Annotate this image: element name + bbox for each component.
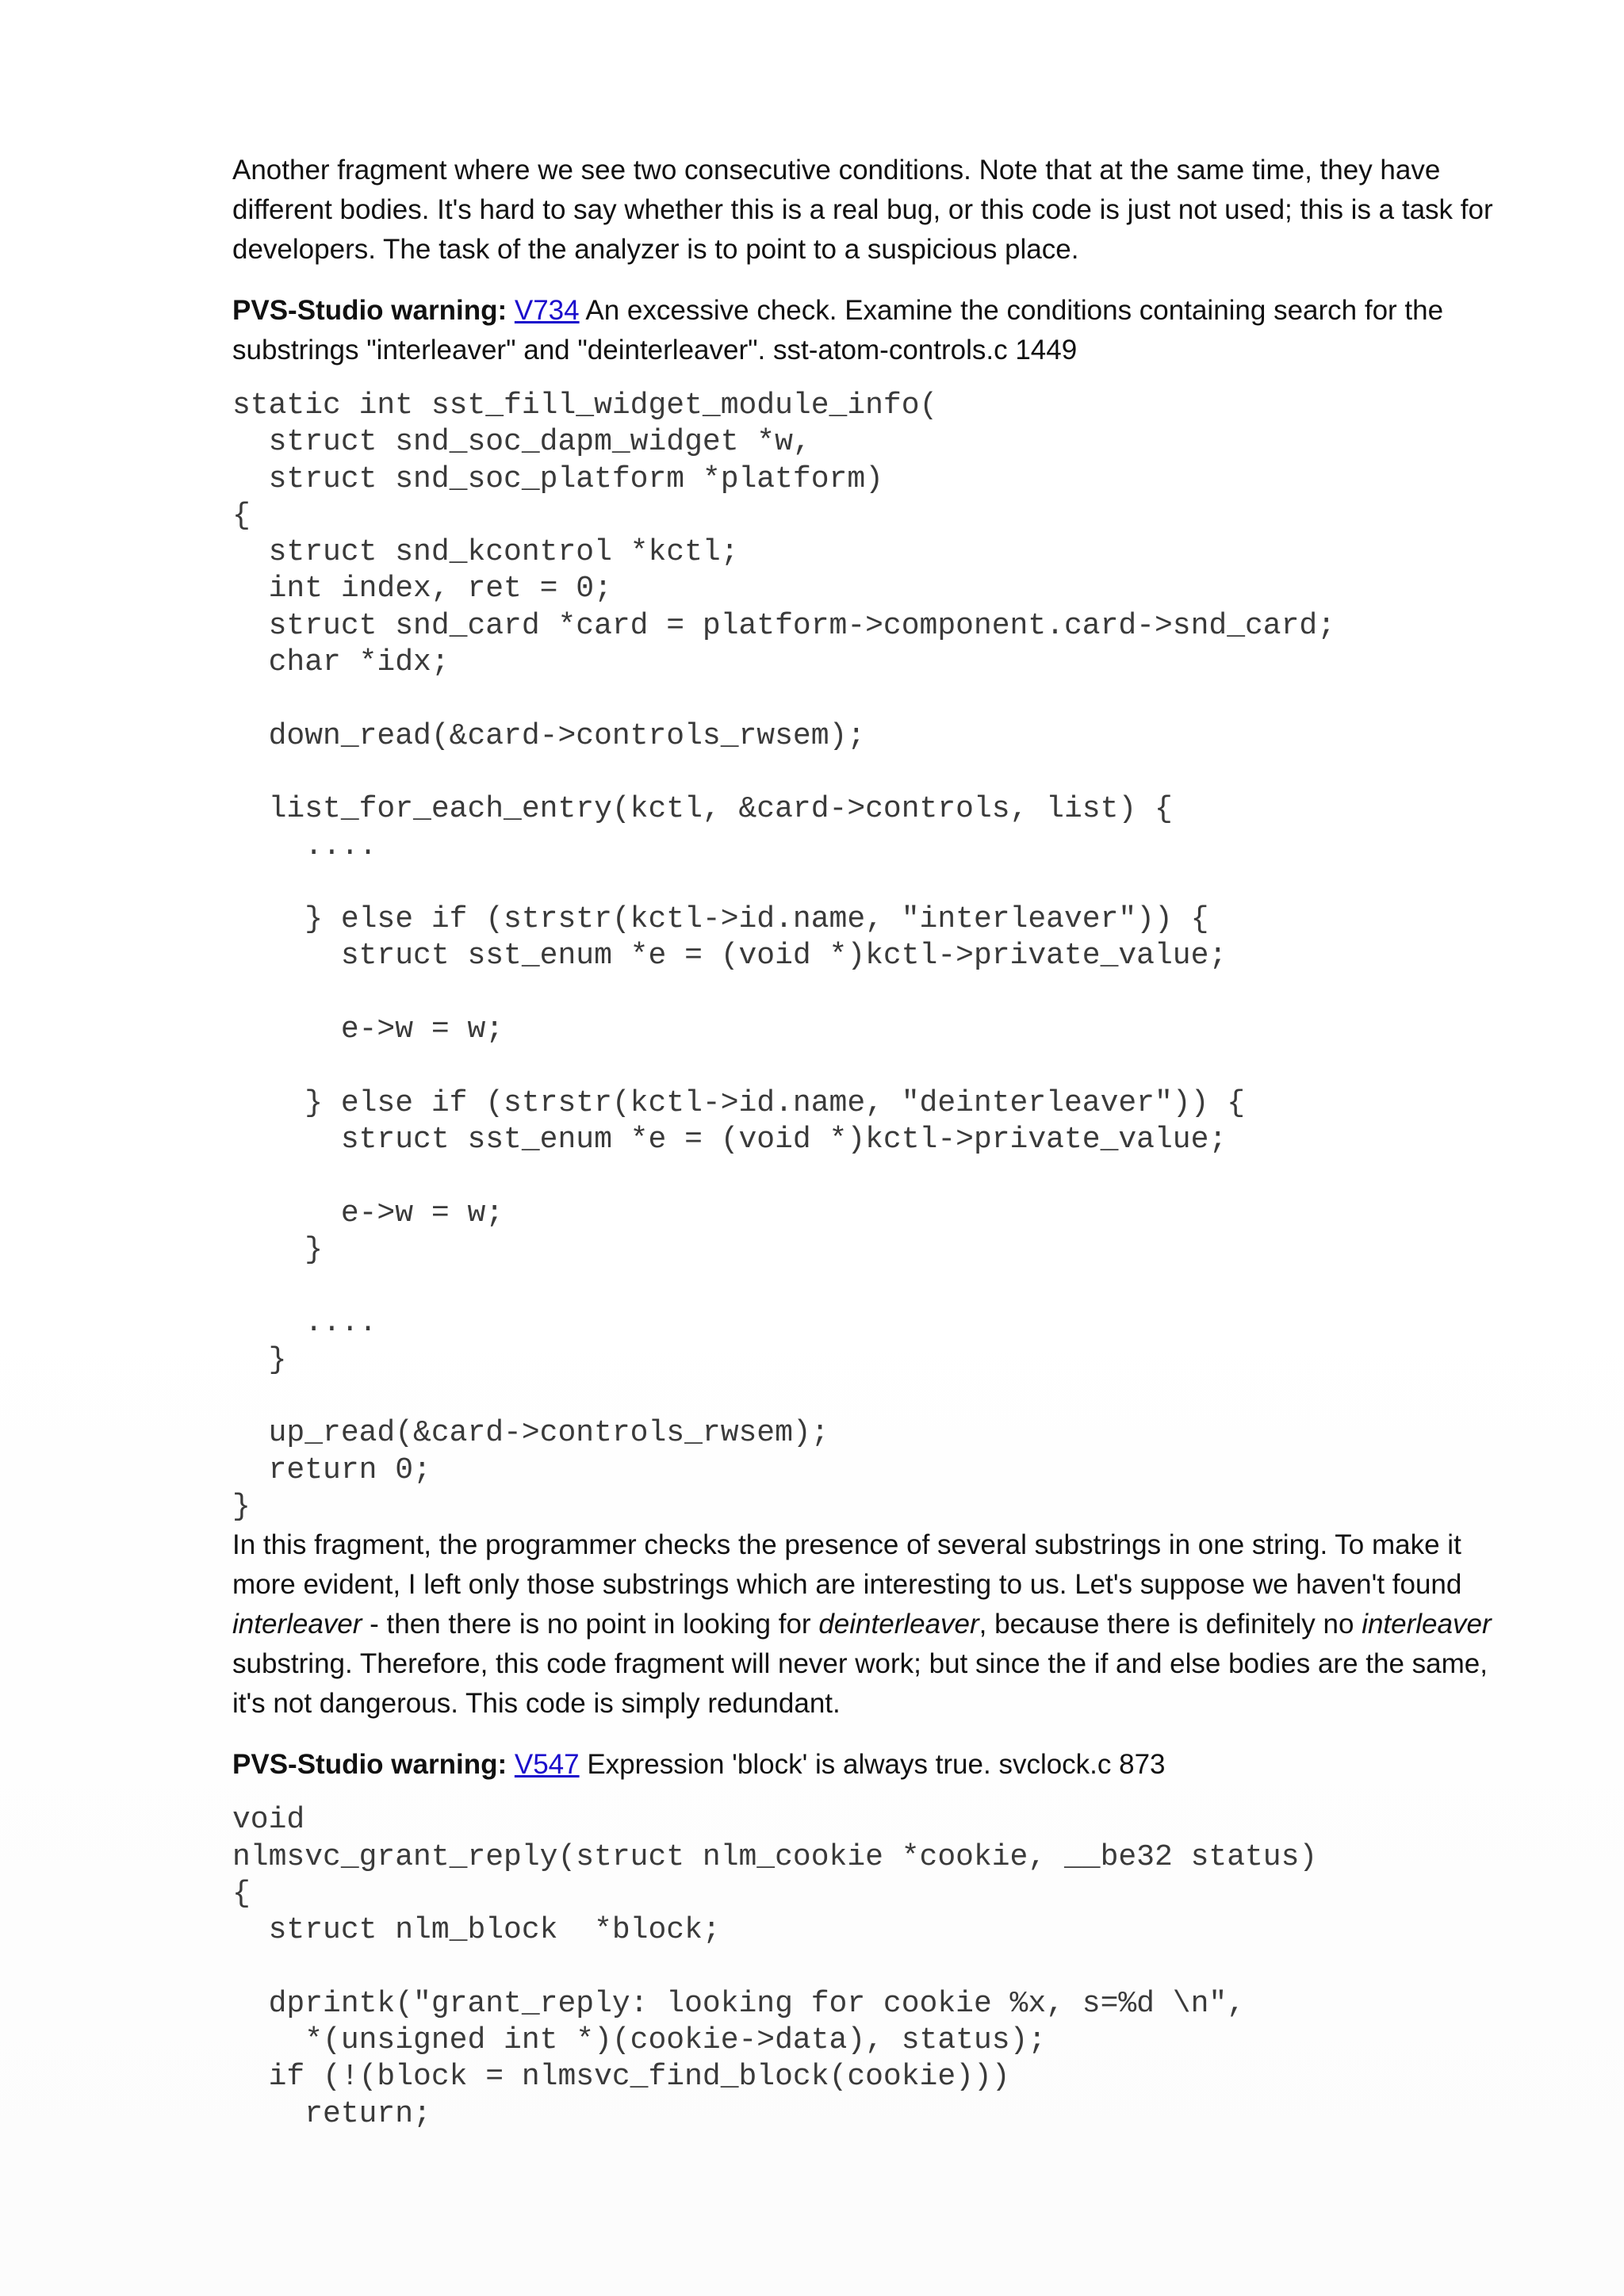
v547-link[interactable]: V547 (514, 1749, 580, 1781)
code-line: struct snd_card *card = platform->component.card->snd_card; (232, 608, 1336, 643)
explanation-term-interleaver-2: interleaver (1362, 1609, 1492, 1640)
warning-label: PVS-Studio warning: (232, 1749, 508, 1781)
code-line: dprintk("grant_reply: looking for cookie %x, s=%d \n", (232, 1986, 1246, 2021)
code-line: struct sst_enum *e = (void *)kctl->private_value; (232, 1122, 1228, 1157)
code-line: } (232, 1342, 287, 1377)
explanation-paragraph (232, 1525, 1501, 1724)
warning-v547 (232, 1745, 1501, 1785)
code-block-sst (232, 388, 1501, 1525)
code-line: .... (232, 828, 377, 863)
document-content (232, 151, 1501, 2133)
code-line: e->w = w; (232, 1196, 504, 1230)
code-line (232, 1048, 1501, 1085)
explanation-text-2: - then there is no point in looking for (362, 1609, 819, 1640)
code-line: *(unsigned int *)(cookie->data), status); (232, 2022, 1047, 2057)
code-line: int index, ret = 0; (232, 572, 612, 607)
explanation-term-interleaver: interleaver (232, 1609, 362, 1640)
code-line: return 0; (232, 1452, 431, 1487)
code-line: struct nlm_block *block; (232, 1913, 721, 1948)
code-line: } (232, 1489, 251, 1524)
code-line: return; (232, 2096, 431, 2131)
code-line: { (232, 498, 251, 533)
code-line (232, 865, 1501, 901)
code-line (232, 1949, 1501, 1985)
code-line: char *idx; (232, 645, 450, 680)
code-line: nlmsvc_grant_reply(struct nlm_cookie *cookie, __be32 status) (232, 1839, 1318, 1874)
code-line: struct sst_enum *e = (void *)kctl->private_value; (232, 939, 1228, 974)
code-line (232, 1269, 1501, 1305)
code-line: struct snd_soc_dapm_widget *w, (232, 425, 811, 460)
explanation-text-1: In this fragment, the programmer checks the presence of several substrings in one string. To make it more evident, I left only those substrings which are interesting to us. Let's suppose we haven't found (232, 1529, 1462, 1601)
code-line: } else if (strstr(kctl->id.name, "interleaver")) { (232, 902, 1209, 937)
code-line: struct snd_kcontrol *kctl; (232, 535, 739, 570)
code-block-svclock (232, 1802, 1501, 2133)
warning-v734 (232, 291, 1501, 370)
code-line: if (!(block = nlmsvc_find_block(cookie))) (232, 2060, 1010, 2095)
code-line: } else if (strstr(kctl->id.name, "deinterleaver")) { (232, 1085, 1246, 1120)
explanation-text-4: substring. Therefore, this code fragment will never work; but since the if and else bodies are the same, it's not dangerous. This code is simply redundant. (232, 1648, 1488, 1720)
code-line (232, 975, 1501, 1012)
code-line (232, 1158, 1501, 1195)
explanation-term-deinterleaver: deinterleaver (818, 1609, 979, 1640)
code-line: e->w = w; (232, 1012, 504, 1047)
code-line: struct snd_soc_platform *platform) (232, 461, 883, 496)
code-line: up_read(&card->controls_rwsem); (232, 1416, 829, 1451)
code-line: .... (232, 1306, 377, 1341)
explanation-text-3: , because there is definitely no (979, 1609, 1362, 1640)
warning-text: Expression 'block' is always true. svclock.c 873 (579, 1749, 1166, 1781)
intro-paragraph: Another fragment where we see two consecutive conditions. Note that at the same time, they have different bodies. It's hard to say whether this is a real bug, or this code is just not used; this is a task for developers. The task of the analyzer is to point to a suspicious place. (232, 155, 1493, 265)
code-line (232, 755, 1501, 791)
code-line: } (232, 1232, 324, 1267)
code-line: { (232, 1876, 251, 1911)
v734-link[interactable]: V734 (514, 295, 580, 326)
warning-text: An excessive check. Examine the conditions containing search for the substrings "interleaver" and "deinterleaver". sst-atom-controls.c 1449 (232, 295, 1444, 365)
code-line (232, 1379, 1501, 1415)
code-line: list_for_each_entry(kctl, &card->controls, list) { (232, 792, 1173, 827)
code-line: static int sst_fill_widget_module_info( (232, 388, 938, 423)
code-line (232, 681, 1501, 718)
code-line: down_read(&card->controls_rwsem); (232, 718, 866, 753)
code-line: void (232, 1803, 305, 1838)
warning-label: PVS-Studio warning: (232, 295, 508, 326)
